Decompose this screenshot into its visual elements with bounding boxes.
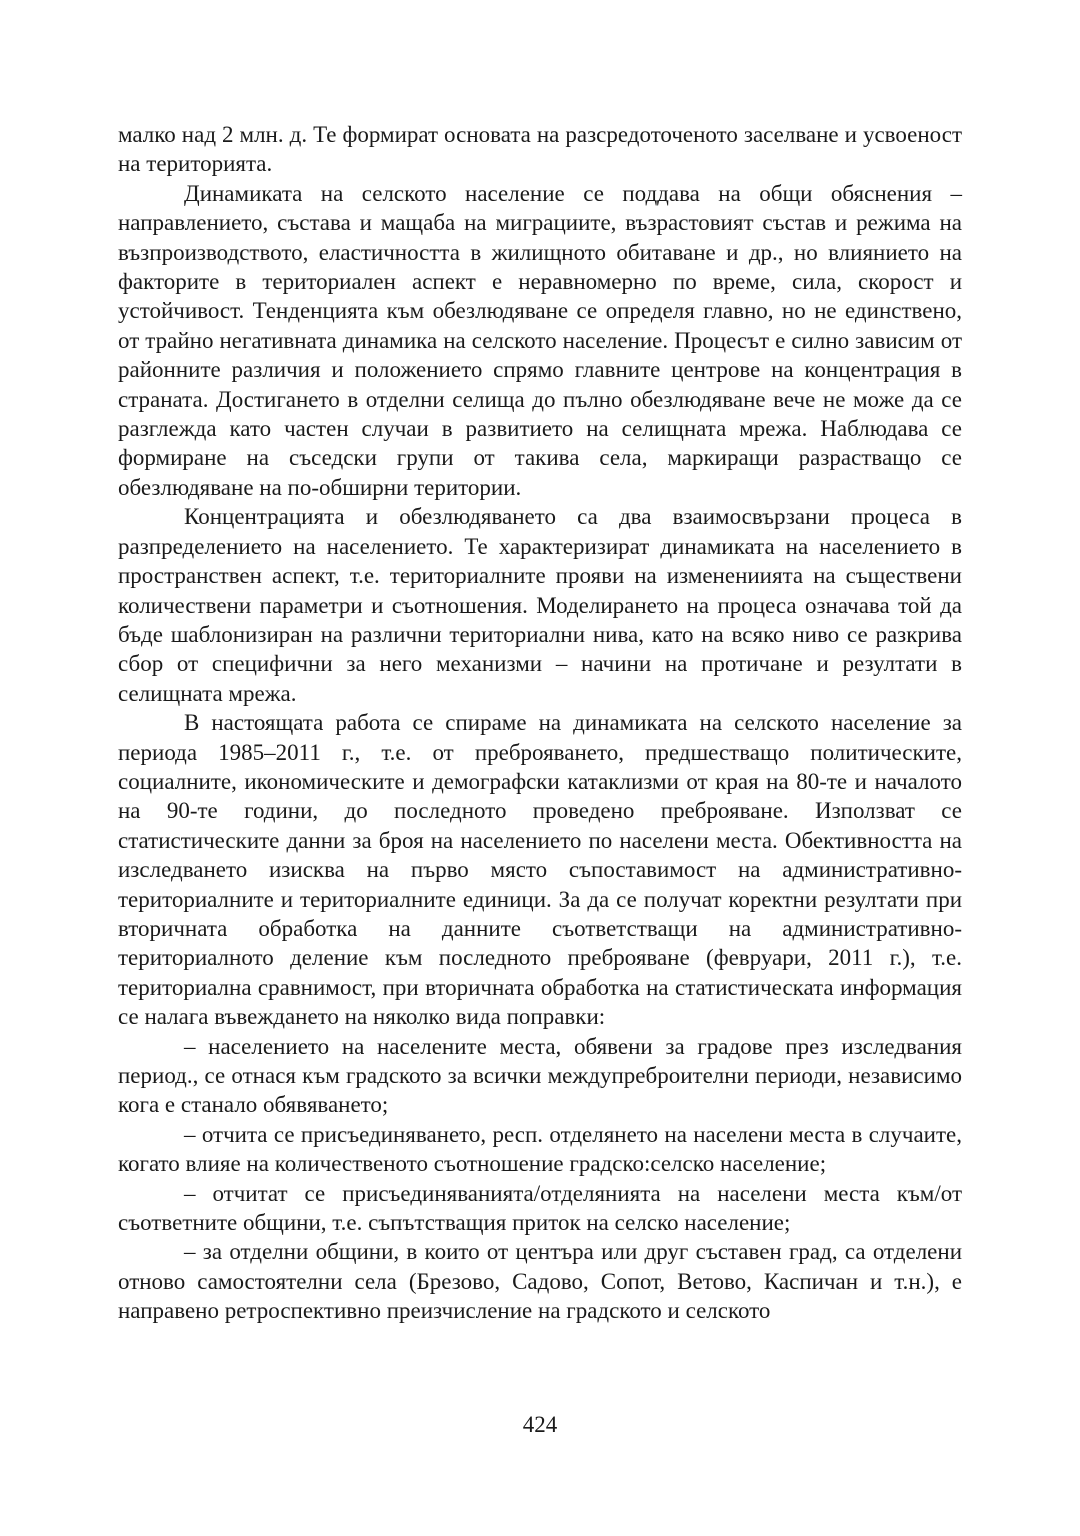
paragraph-concentration: Концентрацията и обезлюдяването са два взаимосвързани процеса в разпределението на населението. Те характеризират динамиката на населението в пространствен аспект, т.е. териториалните прояви на изменениията на съществени количествени параметри и съотношения. Моделирането на процеса означава той да бъде шаблонизиран на различни териториални нива, като на всяко ниво се разкрива сбор от специфични за него механизми – начини на протичане и резултати в селищната мрежа. xyxy=(118,504,962,706)
list-item-merging: – отчита се присъединяването, респ. отделянето на населени места в случаите, когато влияе на количественото съотношение градско:селско население; xyxy=(118,1121,962,1177)
list-item-towns: – населението на населените места, обявени за градове през изследвания период., се отнася към градското за всички междупреброителни периоди, независимо кога е станало обявяването; xyxy=(118,1033,962,1118)
list-item-recalculation: – за отделни общини, в които от центъра или друг съставен град, са отделени отново самостоятелни села (Брезово, Садово, Сопот, Ветово, Каспичан и т.н.), е направено ретроспективно преизчисление на градското и селското xyxy=(118,1239,962,1324)
page-number: 424 xyxy=(522,1412,558,1437)
paragraph-methodology: В настоящата работа се спираме на динамиката на селското население за периода 1985–2011 г., т.е. от преброяването, предшестващо политическите, социалните, икономическите и демографски катаклизми от края на 80-те и началото на 90-те години, до последното проведено преброяване. Използват се статистическите данни за броя на населението по населени места. Обективността на изследването изисква на първо място съпоставимост на административно-териториалните и териториалните единици. За да се получат коректни резултати при вторичната обработка на данните съответстващи на административно-териториалното деление към последното преброяване (февруари, 2011 г.), т.е. териториална сравнимост, при вторичната обработка на статистическата информация се налага въвеждането на няколко вида поправки: xyxy=(118,710,962,1030)
paragraph-rural-dynamics: Динамиката на селското население се поддава на общи обяснения – направлението, състава и мащаба на миграциите, възрастовият състав и режима на възпроизводството, еластичността в жилищното обитаване и др., но влиянието на факторите в териториален аспект е неравномерно по време, сила, скорост и устойчивост. Тенденцията към обезлюдяване се определя главно, но не единствено, от трайно негативната динамика на селското население. Процесът е силно зависим от районните различия и положението спрямо главните центрове на концентрация в страната. Достигането в отделни селища до пълно обезлюдяване вече не може да се разглежда като частен случаи в развитието на селищната мрежа. Наблюдава се формиране на съседски групи от такива села, маркиращи разрастващо се обезлюдяване на по-обширни територии. xyxy=(118,180,962,500)
paragraph-continuation: малко над 2 млн. д. Те формират основата на разсредоточеното заселване и усвоеност на територията. xyxy=(118,122,962,177)
page-body xyxy=(118,120,962,1326)
list-item-municipalities: – отчитат се присъединяванията/отделянията на населени места към/от съответните общини, т.е. съпътстващия приток на селско население; xyxy=(118,1180,962,1236)
